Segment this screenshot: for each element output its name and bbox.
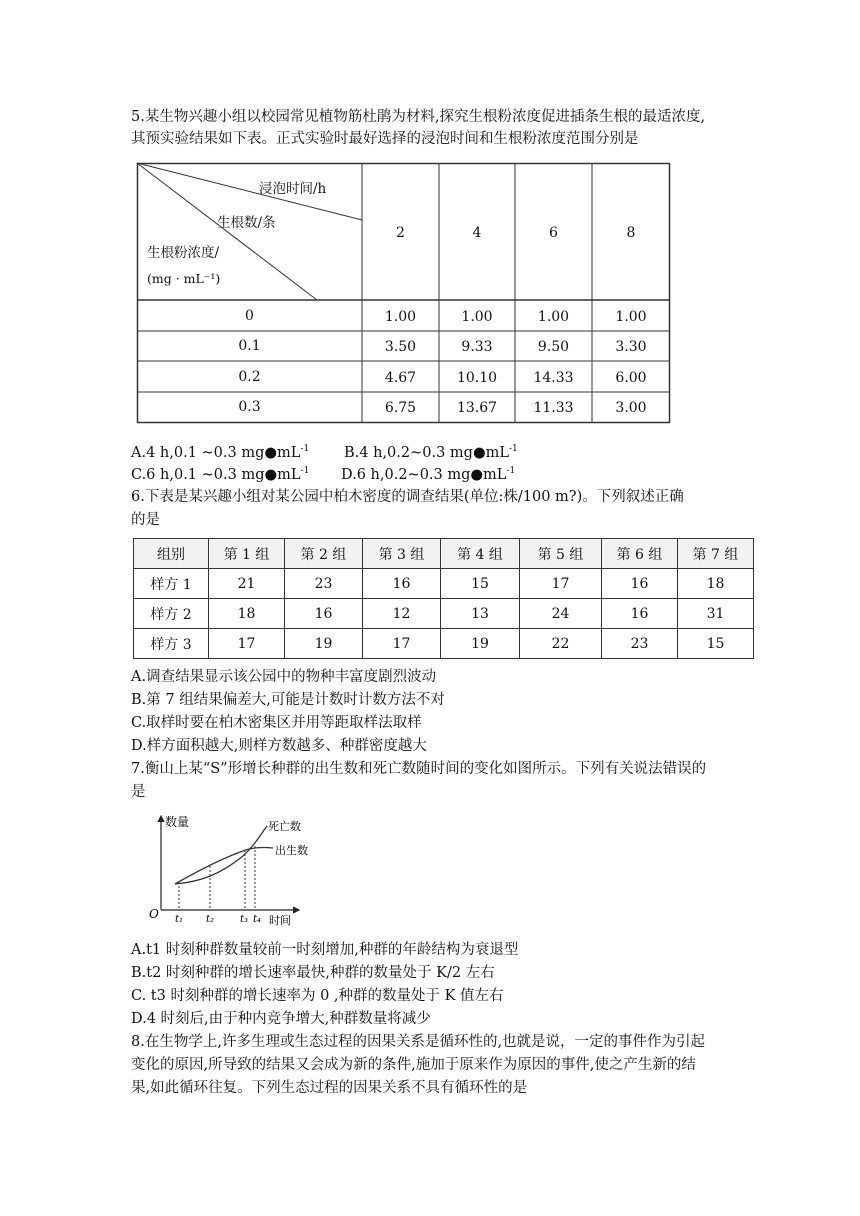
table-cell: 16 <box>602 599 678 629</box>
table-cell: 17 <box>363 629 441 659</box>
birth-label: 出生数 <box>275 844 308 857</box>
row-label: 样方 3 <box>134 629 209 659</box>
table-cell: 13.67 <box>456 400 498 416</box>
q7-option-d: D.4 时刻后,由于种内竞争增大,种群数量将减少 <box>131 1011 431 1027</box>
table-cell: 4.67 <box>384 370 417 386</box>
conc-row-1: 0 <box>245 308 254 324</box>
header-soak-time: 浸泡时间/h <box>259 181 327 197</box>
q5-table <box>137 163 670 423</box>
table-cell: 11.33 <box>533 400 574 416</box>
table-row <box>134 599 754 629</box>
q6-table <box>133 538 754 659</box>
table-cell: 16 <box>602 569 678 599</box>
table-cell: 19 <box>441 629 520 659</box>
q8-stem-line3: 果,如此循环往复。下列生态过程的因果关系不具有循环性的是 <box>131 1080 528 1096</box>
origin-label: O <box>149 907 159 921</box>
tick-t3: t₃ <box>240 914 249 925</box>
header-root-count: 生根数/条 <box>217 215 276 231</box>
death-curve <box>175 826 267 884</box>
row-label: 样方 2 <box>134 599 209 629</box>
time-col-3: 6 <box>549 225 558 241</box>
table-cell: 19 <box>285 629 363 659</box>
q7-stem-line1: 7.衡山上某“S”形增长种群的出生数和死亡数随时间的变化如图所示。下列有关说法错误的 <box>131 761 707 777</box>
table-cell: 10.10 <box>456 370 498 386</box>
row-label: 样方 1 <box>134 569 209 599</box>
x-axis-label: 时间 <box>269 914 291 927</box>
table-cell: 22 <box>520 629 602 659</box>
table-cell: 14.33 <box>533 370 574 386</box>
table-cell: 12 <box>363 599 441 629</box>
table-cell: 3.50 <box>384 339 417 355</box>
q6-option-c: C.取样时要在柏木密集区并用等距取样法取样 <box>131 715 422 731</box>
conc-row-3: 0.2 <box>238 369 261 385</box>
q7-option-c: C. t3 时刻种群的增长速率为 0 ,种群的数量处于 K 值左右 <box>131 988 504 1004</box>
q6-option-a: A.调查结果显示该公园中的物种丰富度剧烈波动 <box>131 669 437 685</box>
table-cell: 15 <box>441 569 520 599</box>
q5-option-c: C.6 h,0.1 ~0.3 $mg●mL^{-1}$ <box>131 466 310 483</box>
table-row <box>134 569 754 599</box>
table-cell: 17 <box>520 569 602 599</box>
header-concentration: 生根粉浓度/ <box>147 245 220 261</box>
q6-option-d: D.样方面积越大,则样方数越多、种群密度越大 <box>131 738 427 754</box>
table-cell: 6.00 <box>615 370 647 386</box>
q8-stem-line2: 变化的原因,所导致的结果又会成为新的条件,施加于原来作为原因的事件,使之产生新的结 <box>131 1057 696 1073</box>
q5-stem-line1: 5.某生物兴趣小组以校园常见植物筋杜鹃为材料,探究生根粉浓度促进插条生根的最适浓度, <box>131 109 706 125</box>
group-header: 第 2 组 <box>285 539 363 569</box>
q7-option-b: B.t2 时刻种群的增长速率最快,种群的数量处于 K/2 左右 <box>131 965 495 981</box>
table-cell: 15 <box>678 629 754 659</box>
tick-t2: t₂ <box>206 914 215 925</box>
q7-stem-line2: 是 <box>131 784 146 800</box>
group-header: 第 7 组 <box>678 539 754 569</box>
time-col-1: 2 <box>396 225 405 241</box>
table-cell: 3.00 <box>615 400 647 416</box>
group-header: 第 4 组 <box>441 539 520 569</box>
q6-option-b: B.第 7 组结果偏差大,可能是计数时计数方法不对 <box>131 692 445 708</box>
table-row <box>134 539 754 569</box>
table-cell: 13 <box>441 599 520 629</box>
table-cell: 18 <box>678 569 754 599</box>
table-cell: 16 <box>363 569 441 599</box>
table-cell: 9.33 <box>461 339 493 355</box>
group-header: 第 5 组 <box>520 539 602 569</box>
table-row <box>134 629 754 659</box>
birth-curve <box>175 847 273 884</box>
header-unit: (mg · mL⁻¹) <box>147 271 221 286</box>
table-corner: 组别 <box>134 539 209 569</box>
table-cell: 31 <box>678 599 754 629</box>
group-header: 第 1 组 <box>209 539 285 569</box>
q5-option-a: A.4 h,0.1 ~0.3 $mg●mL^{-1}$ <box>131 444 310 461</box>
tick-t4: t₄ <box>253 914 262 925</box>
table-cell: 23 <box>602 629 678 659</box>
table-cell: 1.00 <box>461 309 493 325</box>
table-cell: 18 <box>209 599 285 629</box>
table-cell: 1.00 <box>537 309 570 325</box>
death-label: 死亡数 <box>268 820 301 833</box>
group-header: 第 3 组 <box>363 539 441 569</box>
y-axis-label: 数量 <box>165 815 190 829</box>
table-cell: 3.30 <box>615 339 647 355</box>
q8-stem-line1: 8.在生物学上,许多生理或生态过程的因果关系是循环性的,也就是说，一定的事件作为引起 <box>131 1034 706 1050</box>
q5-option-d: D.6 h,0.2~0.3 $mg●mL^{-1}$ <box>341 466 516 483</box>
table-cell: 24 <box>520 599 602 629</box>
table-cell: 6.75 <box>384 400 417 416</box>
conc-row-4: 0.3 <box>238 399 261 415</box>
time-col-2: 4 <box>472 225 482 241</box>
q5-option-b: B.4 h,0.2~0.3 $mg●mL^{-1}$ <box>344 444 518 461</box>
table-cell: 9.50 <box>537 339 570 355</box>
table-cell: 17 <box>209 629 285 659</box>
table-cell: 16 <box>285 599 363 629</box>
q5-stem-line2: 其预实验结果如下表。正式实验时最好选择的浸泡时间和生根粉浓度范围分别是 <box>131 131 639 147</box>
q6-stem-line2: 的是 <box>131 512 160 528</box>
group-header: 第 6 组 <box>602 539 678 569</box>
q7-graph <box>143 812 308 930</box>
table-cell: 21 <box>209 569 285 599</box>
q7-option-a: A.t1 时刻种群数量较前一时刻增加,种群的年龄结构为衰退型 <box>131 942 519 958</box>
tick-t1: t₁ <box>175 914 184 925</box>
table-cell: 1.00 <box>384 309 417 325</box>
table-cell: 23 <box>285 569 363 599</box>
q6-stem-line1: 6.下表是某兴趣小组对某公园中柏木密度的调查结果(单位:株/100 m?)。下列叙述正确 <box>131 489 684 505</box>
time-col-4: 8 <box>626 225 636 241</box>
table-cell: 1.00 <box>615 309 647 325</box>
conc-row-2: 0.1 <box>238 338 261 354</box>
